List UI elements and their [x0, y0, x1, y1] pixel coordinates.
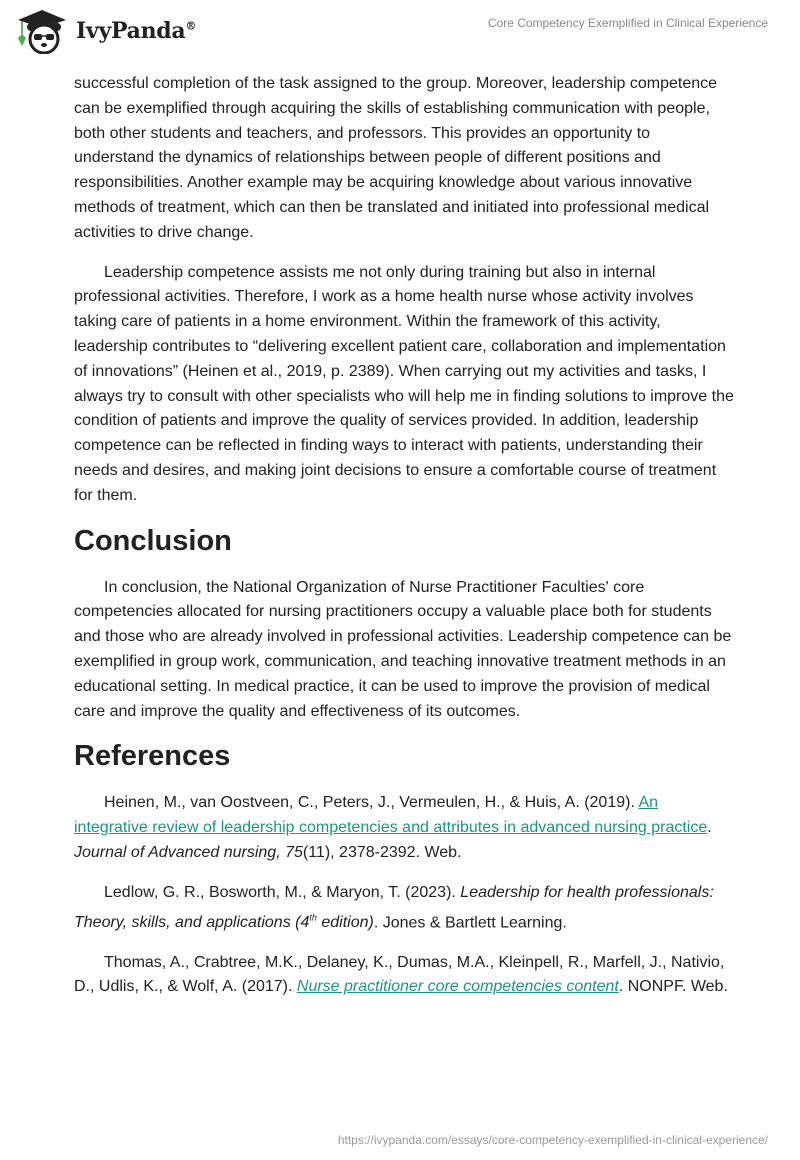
reference-link[interactable]: Nurse practitioner core competencies content	[296, 978, 619, 996]
reference-item: Ledlow, G. R., Bosworth, M., & Maryon, T. (2023). Leadership for health professionals: Theory, skills, and applications (4th edition). Jones & Bartlett Learning.	[74, 883, 714, 931]
essay-content	[74, 72, 734, 1015]
document-title: Core Competency Exemplified in Clinical Experience	[487, 16, 768, 30]
footer-url: https://ivypanda.com/essays/core-competency-exemplified-in-clinical-experience/	[337, 1133, 768, 1147]
paragraph: Leadership competence assists me not only during training but also in internal professional activities. Therefore, I work as a home health nurse whose activity involves taking care of patients in a home environment. Within the framework of this activity, leadership contributes to “delivering excellent patient care, collaboration and implementation of innovations” (Heinen et al., 2019, p. 2389). When carrying out my activities and tasks, I always try to consult with other specialists who will help me in finding solutions to improve the condition of patients and improve the quality of services provided. In addition, leadership competence can be reflected in finding ways to interact with patients, understanding their needs and desires, and making joint decisions to ensure a comfortable course of treatment for them.	[74, 263, 734, 504]
registered-mark: ®	[185, 19, 197, 33]
reference-item: Heinen, M., van Oostveen, C., Peters, J., Vermeulen, H., & Huis, A. (2019). An integrative review of leadership competencies and attributes in advanced nursing practice. Journal of Advanced nursing, 75(11), 2378-2392. Web.	[74, 794, 712, 861]
conclusion-heading: Conclusion	[74, 524, 232, 557]
reference-link[interactable]: An integrative review of leadership competencies and attributes in advanced nursing practice	[74, 794, 708, 837]
conclusion-paragraph: In conclusion, the National Organization of Nurse Practitioner Faculties' core competencies allocated for nursing practitioners occupy a valuable place both for students and those who are already involved in professional activities. Leadership competence can be exemplified in group work, communication, and teaching innovative treatment methods in an educational setting. In medical practice, it can be used to improve the provision of medical care and improve the quality and effectiveness of its outcomes.	[74, 578, 732, 720]
ivypanda-logo[interactable]	[16, 8, 196, 54]
paragraph: successful completion of the task assigned to the group. Moreover, leadership competence can be exemplified through acquiring the skills of establishing communication with people, both other students and teachers, and professors. This provides an opportunity to understand the dynamics of relationships between people of different positions and responsibilities. Another example may be acquiring knowledge about various innovative methods of treatment, which can then be translated and initiated into professional medical activities to drive change.	[74, 75, 718, 241]
reference-item: Thomas, A., Crabtree, M.K., Delaney, K., Dumas, M.A., Kleinpell, R., Marfell, J., Nativio, D., Udlis, K., & Wolf, A. (2017). Nurse practitioner core competencies content. NONPF. Web.	[74, 953, 728, 996]
panda-graduate-icon	[16, 8, 68, 54]
logo-text: IvyPanda	[76, 18, 186, 44]
references-heading: References	[74, 740, 231, 773]
